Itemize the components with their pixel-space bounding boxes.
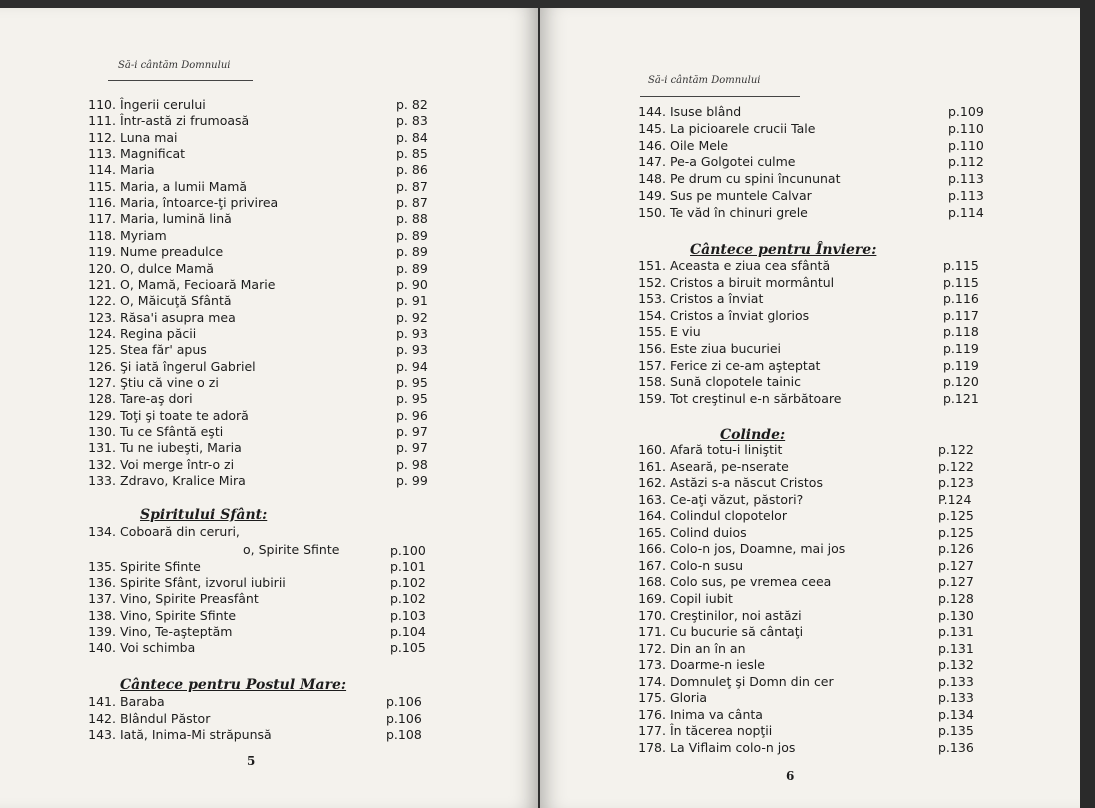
entry-number: 148. <box>638 171 666 187</box>
toc-entry <box>630 374 993 390</box>
entry-page: p.102 <box>390 591 426 607</box>
entry-number: 131. <box>88 440 116 456</box>
toc-entry <box>630 492 988 508</box>
entry-page: p.110 <box>948 120 984 136</box>
entry-number: 110. <box>88 97 116 112</box>
running-head: Să-i cântăm Domnului <box>648 75 761 86</box>
entry-title: Pe-a Golgotei culme <box>670 154 796 170</box>
toc-entry <box>80 440 446 456</box>
entry-title: Blândul Păstor <box>120 710 211 726</box>
section-heading-spiritului-sfant: Spiritului Sfânt: <box>140 507 268 523</box>
entry-title: Colo-n susu <box>670 557 744 573</box>
entry-page: p.133 <box>938 690 974 706</box>
entry-title: Creştinilor, noi astăzi <box>670 607 802 623</box>
entry-number: 166. <box>638 541 666 557</box>
entry-number: 113. <box>88 146 116 162</box>
entry-page: p. 97 <box>396 440 428 456</box>
entry-title: Tu ce Sfântă eşti <box>120 424 224 439</box>
toc-entry <box>630 258 993 274</box>
entry-title: La Viflaim colo-n jos <box>670 739 796 755</box>
entry-number: 114. <box>88 162 116 178</box>
entry-number: 122. <box>88 293 116 309</box>
entry-title: Pe drum cu spini încununat <box>670 171 841 187</box>
entry-title: O, Măicuţă Sfântă <box>120 293 232 309</box>
entry-title: Luna mai <box>120 129 178 145</box>
entry-page: p.128 <box>938 590 974 606</box>
entry-title: O, Mamă, Fecioară Marie <box>120 276 276 292</box>
entry-page: p. 93 <box>396 342 428 358</box>
toc-entry <box>630 188 998 204</box>
entry-title: Sună clopotele tainic <box>670 374 802 390</box>
entry-title: Spirite Sfinte <box>120 559 201 574</box>
entry-number: 167. <box>638 557 666 573</box>
toc-entry <box>630 690 988 706</box>
toc-entry <box>80 591 440 607</box>
entry-number: 128. <box>88 391 116 407</box>
entry-title: Regina păcii <box>120 325 197 341</box>
entry-number: 156. <box>638 341 666 356</box>
toc-entry <box>630 171 998 187</box>
entry-number: 173. <box>638 657 666 673</box>
section-heading-colinde: Colinde: <box>720 427 786 443</box>
entry-title: Colo sus, pe vremea ceea <box>670 574 832 590</box>
entry-title: Domnuleţ şi Domn din cer <box>670 673 834 689</box>
entry-page: p.108 <box>386 727 422 742</box>
entry-number: 165. <box>638 524 666 540</box>
toc-entry <box>630 459 988 475</box>
entry-page: P.124 <box>938 491 972 507</box>
entry-page: p.106 <box>386 694 422 709</box>
toc-entry <box>80 408 446 424</box>
entry-title: Vino, Spirite Preasfânt <box>120 591 259 607</box>
toc-entry <box>80 261 446 277</box>
toc-entry <box>630 154 998 170</box>
toc-entry <box>80 375 446 391</box>
toc-entry <box>80 130 446 146</box>
entry-page: p.120 <box>943 374 979 390</box>
page-number: 5 <box>247 754 256 768</box>
entry-title: Într-astă zi frumoasă <box>120 113 250 129</box>
toc-entry <box>630 275 993 291</box>
entry-title: Voi schimba <box>120 640 196 655</box>
entry-title: Aceasta e ziua cea sfântă <box>670 258 831 273</box>
toc-entry <box>80 359 446 375</box>
toc-entry <box>80 310 446 326</box>
toc-entry <box>630 138 998 154</box>
toc-entry <box>80 195 446 211</box>
entry-title: Stea făr' apus <box>120 342 207 358</box>
entry-title: Copil iubit <box>670 590 733 606</box>
entry-number: 138. <box>88 607 116 623</box>
entry-title: Cristos a înviat <box>670 291 764 307</box>
toc-entry <box>80 179 446 195</box>
entry-number: 174. <box>638 673 666 689</box>
entry-page: p.127 <box>938 557 974 573</box>
toc-entry <box>80 457 446 473</box>
entry-title: Spirite Sfânt, izvorul iubirii <box>120 575 286 591</box>
entry-page: p.113 <box>948 188 984 203</box>
entry-title: Tare-aş dori <box>120 391 193 407</box>
entry-title: Afară totu-i liniştit <box>670 442 783 457</box>
entry-page: p.119 <box>943 357 979 373</box>
toc-entry <box>80 293 446 309</box>
entry-title: Magnificat <box>120 146 186 162</box>
entry-number: 146. <box>638 137 666 153</box>
entry-number: 159. <box>638 390 666 406</box>
entry-number: 136. <box>88 575 116 591</box>
toc-entry <box>80 424 446 440</box>
entry-title: Sus pe muntele Calvar <box>670 188 812 203</box>
entry-page: p. 83 <box>396 113 428 129</box>
entry-title: Şi iată îngerul Gabriel <box>120 358 256 374</box>
entry-number: 161. <box>638 458 666 474</box>
entry-number: 151. <box>638 258 666 273</box>
toc-entry <box>80 211 446 227</box>
entry-page: p. 87 <box>396 195 428 211</box>
entry-title: Tot creştinul e-n sărbătoare <box>670 390 842 406</box>
entry-title: Gloria <box>670 690 708 706</box>
entry-page: p. 90 <box>396 276 428 292</box>
entry-page: p. 95 <box>396 391 428 407</box>
entry-page: p.106 <box>386 710 422 726</box>
entry-page: p.125 <box>938 508 974 524</box>
entry-title: Maria <box>120 162 155 178</box>
entry-page: p. 87 <box>396 178 428 194</box>
entry-page: p. 92 <box>396 309 428 325</box>
entry-number: 147. <box>638 154 666 170</box>
running-head-rule <box>640 96 800 97</box>
toc-entry <box>80 97 446 113</box>
entry-page: p. 86 <box>396 162 428 178</box>
entry-page: p.105 <box>390 640 426 655</box>
toc-entry <box>630 391 993 407</box>
toc-entry <box>80 473 446 489</box>
entry-title: Astăzi s-a născut Cristos <box>670 475 823 491</box>
entry-number: 149. <box>638 188 666 203</box>
entry-title: Inima va cânta <box>670 706 763 722</box>
entry-number: 154. <box>638 307 666 323</box>
entry-page: p. 91 <box>396 293 428 309</box>
entry-title: Maria, întoarce-ţi privirea <box>120 195 279 211</box>
entry-page: p. 93 <box>396 325 428 341</box>
entry-title: E viu <box>670 324 701 340</box>
entry-number: 111. <box>88 113 116 129</box>
entry-number: 140. <box>88 640 116 655</box>
toc-entry <box>630 341 993 357</box>
entry-title: Vino, Spirite Sfinte <box>120 607 237 623</box>
toc-entry <box>80 113 446 129</box>
entry-number: 169. <box>638 590 666 606</box>
entry-page: p. 89 <box>396 260 428 276</box>
right-page <box>540 8 1080 808</box>
entry-title: Nume preadulce <box>120 244 224 260</box>
entry-page: p. 88 <box>396 211 428 227</box>
toc-entry <box>80 694 436 710</box>
entry-page: p.130 <box>938 607 974 623</box>
entry-title: Doarme-n iesle <box>670 657 765 673</box>
toc-entry <box>80 575 440 591</box>
entry-title: Ce-aţi văzut, păstori? <box>670 491 804 507</box>
toc-entry <box>630 707 988 723</box>
entry-number: 153. <box>638 291 666 307</box>
entry-page: p. 97 <box>396 424 428 439</box>
toc-entry <box>80 326 446 342</box>
entry-title: Din an în an <box>670 640 746 656</box>
entry-number: 145. <box>638 120 666 136</box>
toc-entry <box>630 358 993 374</box>
entry-title: Baraba <box>120 694 165 709</box>
toc-entry <box>630 475 988 491</box>
entry-number: 177. <box>638 723 666 739</box>
toc-entry <box>630 624 988 640</box>
entry-number: 137. <box>88 591 116 607</box>
entry-number: 112. <box>88 129 116 145</box>
entry-number: 175. <box>638 690 666 706</box>
entry-number: 134. <box>88 524 116 539</box>
toc-entry <box>630 525 988 541</box>
entry-title: Zdravo, Kralice Mira <box>120 473 246 489</box>
entry-number: 130. <box>88 424 116 439</box>
entry-title: Cristos a înviat glorios <box>670 307 810 323</box>
entry-title: Toţi şi toate te adoră <box>120 407 249 423</box>
entry-page: p.136 <box>938 739 974 755</box>
entry-number: 155. <box>638 324 666 340</box>
toc-entry <box>80 711 436 727</box>
entry-number: 132. <box>88 456 116 472</box>
entry-title: Vino, Te-aşteptăm <box>120 623 233 639</box>
entry-title: Colind duios <box>670 524 747 540</box>
entry-title: Îngerii cerului <box>120 97 206 112</box>
toc-entry <box>630 442 988 458</box>
entry-page: p.131 <box>938 640 974 656</box>
entry-number: 118. <box>88 227 116 243</box>
toc-entry <box>630 541 988 557</box>
toc-entry <box>630 508 988 524</box>
entry-page: p.121 <box>943 390 979 406</box>
toc-entry <box>630 740 988 756</box>
entry-number: 124. <box>88 325 116 341</box>
toc-entry <box>80 640 440 656</box>
entry-number: 129. <box>88 407 116 423</box>
entry-page: p.132 <box>938 657 974 673</box>
entry-number: 119. <box>88 244 116 260</box>
entry-number: 123. <box>88 309 116 325</box>
entry-number: 125. <box>88 342 116 358</box>
entry-page: p.122 <box>938 458 974 474</box>
entry-number: 121. <box>88 276 116 292</box>
entry-title: La picioarele crucii Tale <box>670 120 816 136</box>
toc-entry <box>630 641 988 657</box>
entry-number: 144. <box>638 104 666 119</box>
entry-number: 176. <box>638 706 666 722</box>
toc-entry <box>80 624 440 640</box>
toc-entry <box>630 121 998 137</box>
entry-title-continuation: o, Spirite Sfinte <box>243 542 340 557</box>
toc-entry <box>80 277 446 293</box>
running-head-rule <box>108 80 253 81</box>
toc-entry <box>80 146 446 162</box>
entry-title: Oile Mele <box>670 137 729 153</box>
entry-number: 143. <box>88 727 116 742</box>
toc-entry <box>80 727 436 743</box>
toc-entry <box>630 558 988 574</box>
entry-number: 168. <box>638 574 666 590</box>
entry-number: 120. <box>88 260 116 276</box>
entry-title: În tăcerea nopţii <box>670 723 773 739</box>
entry-page: p. 96 <box>396 407 428 423</box>
background-edge <box>1080 0 1095 808</box>
section-heading-postul-mare: Cântece pentru Postul Mare: <box>120 677 347 693</box>
entry-page: p.118 <box>943 324 979 340</box>
entry-number: 178. <box>638 739 666 755</box>
entry-page: p.131 <box>938 624 974 640</box>
entry-title: Ferice zi ce-am aşteptat <box>670 357 821 373</box>
entry-number: 157. <box>638 357 666 373</box>
entry-page: p.123 <box>938 475 974 491</box>
entry-page: p. 82 <box>396 97 428 112</box>
entry-number: 164. <box>638 508 666 524</box>
entry-number: 163. <box>638 491 666 507</box>
entry-title: Maria, lumină lină <box>120 211 232 227</box>
entry-page: p. 85 <box>396 146 428 162</box>
entry-number: 170. <box>638 607 666 623</box>
entry-number: 162. <box>638 475 666 491</box>
entry-title: Isuse blând <box>670 104 742 119</box>
entry-number: 141. <box>88 694 116 709</box>
toc-entry <box>80 524 440 540</box>
toc-entry <box>630 608 988 624</box>
section-heading-inviere: Cântece pentru Înviere: <box>690 242 877 258</box>
toc-entry <box>80 559 440 575</box>
toc-entry <box>630 723 988 739</box>
entry-title: Răsa'i asupra mea <box>120 309 236 325</box>
toc-entry <box>630 291 993 307</box>
entry-title: Colindul clopotelor <box>670 508 787 524</box>
entry-page: p.116 <box>943 291 979 307</box>
entry-page: p.103 <box>390 607 426 623</box>
entry-title: Cristos a biruit mormântul <box>670 274 835 290</box>
toc-entry <box>80 608 440 624</box>
entry-page: p.109 <box>948 104 984 119</box>
entry-page: p. 89 <box>396 227 428 243</box>
toc-entry <box>630 308 993 324</box>
entry-title: Myriam <box>120 227 167 243</box>
entry-page: p.100 <box>390 543 426 558</box>
entry-page: p.112 <box>948 154 984 170</box>
entry-page: p.102 <box>390 575 426 591</box>
entry-number: 171. <box>638 624 666 640</box>
entry-number: 150. <box>638 204 666 220</box>
entry-page: p.115 <box>943 274 979 290</box>
toc-entry <box>630 324 993 340</box>
entry-title: Coboară din ceruri, <box>120 524 240 539</box>
entry-number: 142. <box>88 710 116 726</box>
entry-page: p.135 <box>938 723 974 739</box>
entry-page: p.134 <box>938 706 974 722</box>
entry-page: p.101 <box>390 559 426 574</box>
entry-title: Cu bucurie să cântaţi <box>670 624 804 640</box>
entry-title: O, dulce Mamă <box>120 260 214 276</box>
entry-page: p. 94 <box>396 358 428 374</box>
entry-title: Voi merge într-o zi <box>120 456 235 472</box>
entry-number: 152. <box>638 274 666 290</box>
entry-page: p.115 <box>943 258 979 273</box>
entry-title: Maria, a lumii Mamă <box>120 178 248 194</box>
page-number: 6 <box>786 769 795 783</box>
entry-page: p.125 <box>938 524 974 540</box>
entry-number: 158. <box>638 374 666 390</box>
left-page <box>0 8 538 808</box>
toc-entry <box>80 244 446 260</box>
entry-title: Iată, Inima-Mi străpunsă <box>120 727 272 742</box>
entry-page: p.119 <box>943 341 979 356</box>
entry-number: 139. <box>88 623 116 639</box>
entry-number: 116. <box>88 195 116 211</box>
entry-page: p. 95 <box>396 374 428 390</box>
entry-number: 135. <box>88 559 116 574</box>
toc-entry <box>80 228 446 244</box>
toc-entry <box>630 104 998 120</box>
entry-page: p. 99 <box>396 473 428 489</box>
entry-page: p. 84 <box>396 129 428 145</box>
entry-page: p.110 <box>948 137 984 153</box>
entry-number: 133. <box>88 473 116 489</box>
toc-entry <box>630 591 988 607</box>
entry-page: p.113 <box>948 171 984 187</box>
entry-page: p.104 <box>390 623 426 639</box>
entry-page: p.133 <box>938 673 974 689</box>
entry-number: 115. <box>88 178 116 194</box>
entry-title: Tu ne iubeşti, Maria <box>120 440 242 456</box>
toc-entry <box>630 674 988 690</box>
entry-title: Este ziua bucuriei <box>670 341 781 356</box>
entry-number: 160. <box>638 442 666 457</box>
entry-title: Colo-n jos, Doamne, mai jos <box>670 541 846 557</box>
entry-page: p.122 <box>938 442 974 457</box>
toc-entry <box>630 205 998 221</box>
toc-entry <box>80 162 446 178</box>
entry-page: p.127 <box>938 574 974 590</box>
entry-page: p. 98 <box>396 456 428 472</box>
toc-entry <box>80 342 446 358</box>
entry-title: Aseară, pe-nserate <box>670 458 789 474</box>
entry-title: Te văd în chinuri grele <box>670 204 808 220</box>
entry-title: Ştiu că vine o zi <box>120 374 219 390</box>
entry-page: p.117 <box>943 307 979 323</box>
toc-entry <box>630 657 988 673</box>
entry-number: 117. <box>88 211 116 227</box>
running-head: Să-i cântăm Domnului <box>118 60 231 71</box>
entry-page: p.126 <box>938 541 974 557</box>
toc-entry <box>80 391 446 407</box>
entry-page: p.114 <box>948 204 984 220</box>
toc-entry <box>630 574 988 590</box>
entry-number: 126. <box>88 358 116 374</box>
entry-number: 172. <box>638 640 666 656</box>
entry-page: p. 89 <box>396 244 428 260</box>
entry-number: 127. <box>88 374 116 390</box>
